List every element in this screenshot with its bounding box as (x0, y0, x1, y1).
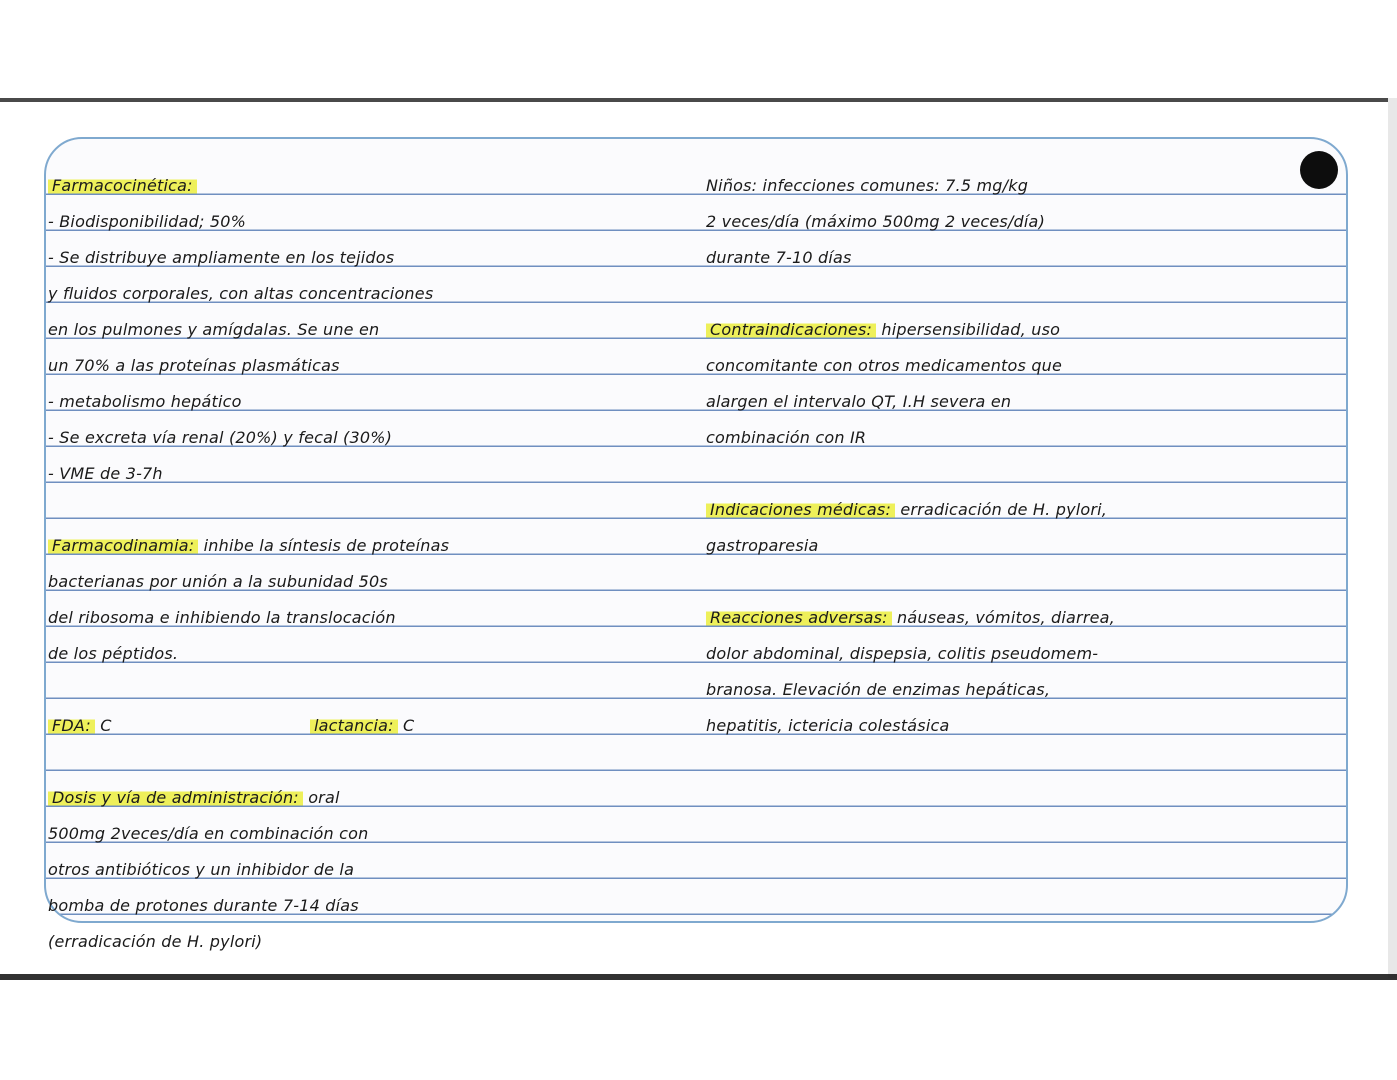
farmacocinetica-heading: Farmacocinética: (48, 176, 197, 195)
farmacodinamia-line: de los péptidos. (48, 644, 179, 663)
farmacocinetica-line: - metabolismo hepático (48, 392, 242, 411)
farmacodinamia-section (48, 528, 668, 672)
reacciones-line: dolor abdominal, dispepsia, colitis pseudomem- (706, 644, 1099, 663)
left-column (48, 168, 668, 960)
dosis-first-line: oral (308, 788, 340, 807)
dosis-line: bomba de protones durante 7-14 días (48, 896, 359, 915)
right-column (706, 168, 1326, 744)
farmacodinamia-line: del ribosoma e inhibiendo la translocación (48, 608, 396, 627)
ninos-line: Niños: infecciones comunes: 7.5 mg/kg (706, 176, 1029, 195)
fda-lactancia-row (48, 708, 668, 744)
contraindicaciones-line: alargen el intervalo QT, I.H severa en (706, 392, 1012, 411)
contraindicaciones-first-line: hipersensibilidad, uso (881, 320, 1061, 339)
reacciones-heading: Reacciones adversas: (706, 608, 892, 627)
farmacocinetica-line: - Se distribuye ampliamente en los tejidos (48, 248, 395, 267)
farmacocinetica-line: y fluidos corporales, con altas concentraciones (48, 284, 434, 303)
dosis-section (48, 780, 668, 960)
reacciones-section (706, 600, 1326, 744)
indicaciones-heading: Indicaciones médicas: (706, 500, 895, 519)
scan-edge-right (1388, 98, 1397, 978)
reacciones-line: branosa. Elevación de enzimas hepáticas, (706, 680, 1051, 699)
scan-edge-bottom (0, 974, 1397, 980)
ninos-section (706, 168, 1326, 276)
contraindicaciones-section (706, 312, 1326, 456)
scan-edge-top (0, 98, 1397, 102)
reacciones-line: hepatitis, ictericia colestásica (706, 716, 950, 735)
dosis-line: (erradicación de H. pylori) (48, 932, 263, 951)
fda-label: FDA: (48, 716, 95, 735)
farmacocinetica-line: un 70% a las proteínas plasmáticas (48, 356, 340, 375)
indicaciones-section (706, 492, 1326, 564)
farmacocinetica-line: - Se excreta vía renal (20%) y fecal (30%) (48, 428, 393, 447)
lactancia-label: lactancia: (310, 716, 398, 735)
farmacocinetica-line: en los pulmones y amígdalas. Se une en (48, 320, 380, 339)
indicaciones-first-line: erradicación de H. pylori, (900, 500, 1108, 519)
lactancia-value: C (403, 716, 415, 735)
farmacodinamia-heading: Farmacodinamia: (48, 536, 198, 555)
ninos-line: 2 veces/día (máximo 500mg 2 veces/día) (706, 212, 1046, 231)
ninos-line: durante 7-10 días (706, 248, 852, 267)
farmacodinamia-line: bacterianas por unión a la subunidad 50s (48, 572, 388, 591)
reacciones-first-line: náuseas, vómitos, diarrea, (897, 608, 1115, 627)
dosis-line: otros antibióticos y un inhibidor de la (48, 860, 355, 879)
farmacodinamia-first-line: inhibe la síntesis de proteínas (203, 536, 450, 555)
farmacocinetica-line: - VME de 3-7h (48, 464, 163, 483)
fda-value: C (100, 716, 112, 735)
indicaciones-line: gastroparesia (706, 536, 819, 555)
contraindicaciones-line: concomitante con otros medicamentos que (706, 356, 1063, 375)
dosis-line: 500mg 2veces/día en combinación con (48, 824, 369, 843)
farmacocinetica-line: - Biodisponibilidad; 50% (48, 212, 246, 231)
contraindicaciones-line: combinación con IR (706, 428, 867, 447)
farmacocinetica-section (48, 168, 668, 492)
contraindicaciones-heading: Contraindicaciones: (706, 320, 876, 339)
dosis-heading: Dosis y vía de administración: (48, 788, 303, 807)
